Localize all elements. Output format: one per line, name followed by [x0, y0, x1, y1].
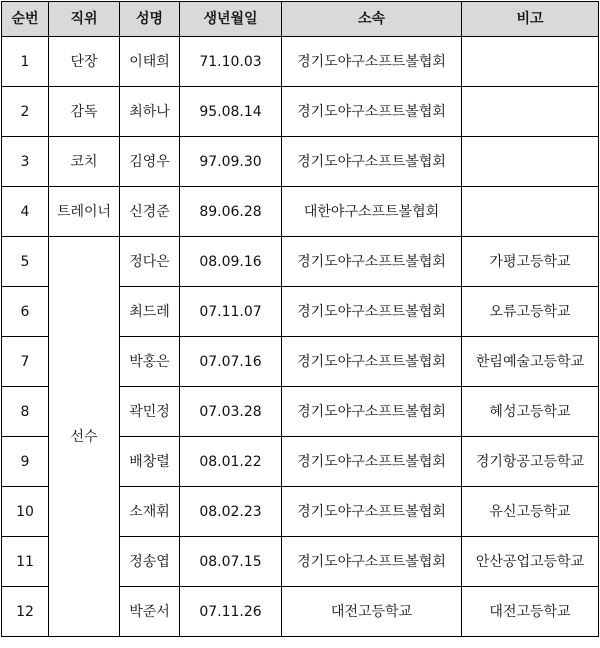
cell-note: 한림예술고등학교	[462, 337, 599, 387]
cell-no: 11	[2, 537, 49, 587]
cell-no: 6	[2, 287, 49, 337]
header-row	[2, 2, 599, 37]
header-role: 직위	[49, 2, 120, 37]
cell-note: 경기항공고등학교	[462, 437, 599, 487]
cell-name: 곽민정	[120, 387, 180, 437]
cell-org: 대전고등학교	[282, 587, 462, 637]
cell-role-merged: 선수	[49, 237, 120, 637]
cell-note	[462, 37, 599, 87]
cell-name: 김영우	[120, 137, 180, 187]
cell-birth: 07.11.26	[180, 587, 282, 637]
cell-birth: 97.09.30	[180, 137, 282, 187]
cell-no: 1	[2, 37, 49, 87]
cell-birth: 08.07.15	[180, 537, 282, 587]
cell-name: 최드레	[120, 287, 180, 337]
cell-org: 경기도야구소프트볼협회	[282, 37, 462, 87]
table-row	[2, 37, 599, 87]
table-row	[2, 137, 599, 187]
cell-org: 경기도야구소프트볼협회	[282, 387, 462, 437]
cell-name: 정송엽	[120, 537, 180, 587]
cell-org: 경기도야구소프트볼협회	[282, 437, 462, 487]
header-birth: 생년월일	[180, 2, 282, 37]
cell-note: 유신고등학교	[462, 487, 599, 537]
table-row	[2, 87, 599, 137]
cell-birth: 08.01.22	[180, 437, 282, 487]
cell-name: 박홍은	[120, 337, 180, 387]
cell-name: 소재휘	[120, 487, 180, 537]
cell-org: 경기도야구소프트볼협회	[282, 287, 462, 337]
table-row	[2, 187, 599, 237]
cell-org: 경기도야구소프트볼협회	[282, 337, 462, 387]
cell-no: 12	[2, 587, 49, 637]
cell-note: 안산공업고등학교	[462, 537, 599, 587]
cell-birth: 07.03.28	[180, 387, 282, 437]
cell-name: 이태희	[120, 37, 180, 87]
header-org: 소속	[282, 2, 462, 37]
cell-no: 8	[2, 387, 49, 437]
cell-name: 박준서	[120, 587, 180, 637]
cell-birth: 08.09.16	[180, 237, 282, 287]
cell-no: 3	[2, 137, 49, 187]
cell-note	[462, 187, 599, 237]
cell-role: 단장	[49, 37, 120, 87]
cell-role: 코치	[49, 137, 120, 187]
cell-birth: 07.07.16	[180, 337, 282, 387]
cell-note	[462, 87, 599, 137]
cell-note: 혜성고등학교	[462, 387, 599, 437]
cell-role: 트레이너	[49, 187, 120, 237]
cell-no: 2	[2, 87, 49, 137]
cell-name: 최하나	[120, 87, 180, 137]
cell-no: 5	[2, 237, 49, 287]
cell-note: 가평고등학교	[462, 237, 599, 287]
cell-no: 10	[2, 487, 49, 537]
cell-note	[462, 137, 599, 187]
cell-note: 오류고등학교	[462, 287, 599, 337]
header-note: 비고	[462, 2, 599, 37]
header-name: 성명	[120, 2, 180, 37]
cell-org: 경기도야구소프트볼협회	[282, 537, 462, 587]
cell-name: 정다은	[120, 237, 180, 287]
cell-birth: 89.06.28	[180, 187, 282, 237]
cell-no: 9	[2, 437, 49, 487]
cell-birth: 07.11.07	[180, 287, 282, 337]
header-no: 순번	[2, 2, 49, 37]
cell-name: 신경준	[120, 187, 180, 237]
cell-org: 경기도야구소프트볼협회	[282, 137, 462, 187]
roster-table	[1, 1, 599, 637]
cell-role: 감독	[49, 87, 120, 137]
cell-org: 경기도야구소프트볼협회	[282, 237, 462, 287]
cell-birth: 95.08.14	[180, 87, 282, 137]
table-row	[2, 237, 599, 287]
cell-no: 4	[2, 187, 49, 237]
cell-no: 7	[2, 337, 49, 387]
cell-birth: 08.02.23	[180, 487, 282, 537]
cell-org: 대한야구소프트볼협회	[282, 187, 462, 237]
cell-birth: 71.10.03	[180, 37, 282, 87]
cell-note: 대전고등학교	[462, 587, 599, 637]
cell-name: 배창렬	[120, 437, 180, 487]
cell-org: 경기도야구소프트볼협회	[282, 487, 462, 537]
cell-org: 경기도야구소프트볼협회	[282, 87, 462, 137]
